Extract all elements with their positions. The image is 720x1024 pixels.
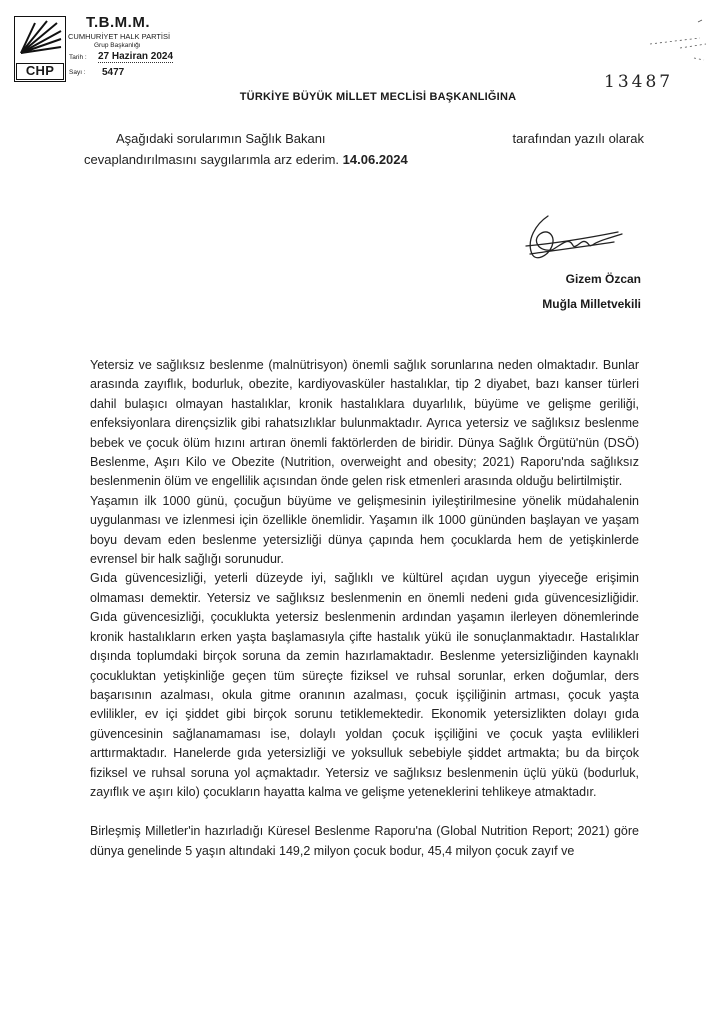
request-line-2 [84,149,644,170]
body-paragraph: Birleşmiş Milletler'in hazırladığı Küresel Beslenme Raporu'na (Global Nutrition Report; 2021) göre dünya genelinde 5 yaşın altındaki 149,2 milyon çocuk bodur, 45,4 milyon çocuk zayıf ve [90,824,639,858]
chp-logo [14,16,66,82]
page-heading [0,91,720,103]
stamp-date-value: 27 Haziran 2024 [98,51,174,62]
signer-title: Muğla Milletvekili [542,297,641,311]
request-line-1-right: tarafından yazılı olarak [512,131,644,146]
corner-mark-icon [640,14,710,74]
stamp-group: Grup Başkanlığı [94,42,141,49]
request-line-1 [84,128,644,149]
body-paragraph: Yetersiz ve sağlıksız beslenme (malnütrisyon) önemli sağlık sorunlarına neden olmaktadır. Bunlar arasında zayıflık, bodurluk, obezite, kardiyovasküler hastalıklar, tip 2 diyabet, bazı kanser türleri dahil bulaşıcı olmayan hastalıklar, kronik hastalıklara duyarlılık, büyüme ve gelişme geriliği, enfeksiyonlara dirençsizlik gibi rahatsızlıklar bulunmaktadır. Ayrıca yetersiz ve sağlıksız beslenme bebek ve çocuk ölüm hızını artıran önemli faktörlerden de biridir. Dünya Sağlık Örgütü'nün (DSÖ) Beslenme, Aşırı Kilo ve Obezite (Nutrition, overweight and obesity; 2021) Raporu'nda sağlıksız beslenmenin ölüm ve engellilik açısından önde gelen risk etmenleri arasında olduğu belirtilmiştir. [90,358,639,489]
body-paragraph: Gıda güvencesizliği, yeterli düzeyde iyi, sağlıklı ve kültürel açıdan uygun yiyeceğe erişimin olmaması demektir. Yetersiz ve sağlıksız beslenmenin en önemli nedeni gıda güvencesizliğidir. Gıda güvencesizliği, çocuklukta yetersiz beslenmenin ardından yaşamın ilerleyen dönemlerinde kronik hastalıkların erken yaşta başlamasıyla çifte hastalık yükü ile sonuçlanmaktadır. Hastalıklar dışında toplumdaki birçok soruna da zemin hazırlamaktadır. Beslenme yetersizliğinden kaynaklı çocukluktan yetişkinliğe geçen tüm süreçte fiziksel ve ruhsal sorunlar, erken doğumlar, ders başarısının azalması, okula gitme oranının azalması, çocuk işçiliğinin artması, çocuk yaşta evlilikler, ev içi şiddet gibi birçok sorunu tetiklemektedir. Ekonomik yetersizlikten dolayı gıda güvencesinin sağlanamaması ise, dolaylı yoldan çocuk işçiliğini ve çocuk yaşta evlilikleri arttırmaktadır. Hanelerde gıda yetersizliği ve yoksulluk sebebiyle şiddet artmakta; bu da birçok fiziksel ve ruhsal soruna yol açmaktadır. Yetersiz ve sağlıksız beslenmenin üçlü yükü (bodurluk, zayıflık ve aşırı kilo) çocukların hayatta kalma ve gelişme yeteneklerini tehlikeye atmaktadır. [90,571,639,799]
stamp-party: CUMHURİYET HALK PARTİSİ [68,32,171,41]
handwritten-signature [518,210,628,266]
stamp-number-value: 5477 [102,67,125,78]
stamp-date-label: Tarih : [69,54,87,61]
request-line-1-left: Aşağıdaki sorularımın Sağlık Bakanı [116,131,326,146]
chp-stamp [14,12,184,96]
stamp-number-label: Sayı : [69,69,86,76]
chp-logo-text: CHP [16,63,64,80]
request-line-2-text: cevaplandırılmasını saygılarımla arz ederim. [84,152,340,167]
body-paragraph: Yaşamın ilk 1000 günü, çocuğun büyüme ve gelişmesinin iyileştirilmesine yönelik müdahalenin uygulanması ve izlenmesi için özellikle önemlidir. Yaşamın ilk 1000 gününden başlayan ve yaşam boyu devam eden beslenme yetersizliği dünya çapında hem çocuklarda hem de yetişkinlerde evrensel bir halk sağlığı sorunudur. [90,493,639,567]
body-text [90,356,639,861]
document-number: 13487 [604,72,674,92]
chp-six-arrows-icon [17,19,63,59]
request-paragraph [84,128,644,170]
signer-name: Gizem Özcan [565,272,641,286]
request-date: 14.06.2024 [342,152,408,167]
stamp-title: T.B.M.M. [86,14,150,31]
page-heading-text: TÜRKİYE BÜYÜK MİLLET MECLİSİ BAŞKANLIĞINA [239,91,517,103]
